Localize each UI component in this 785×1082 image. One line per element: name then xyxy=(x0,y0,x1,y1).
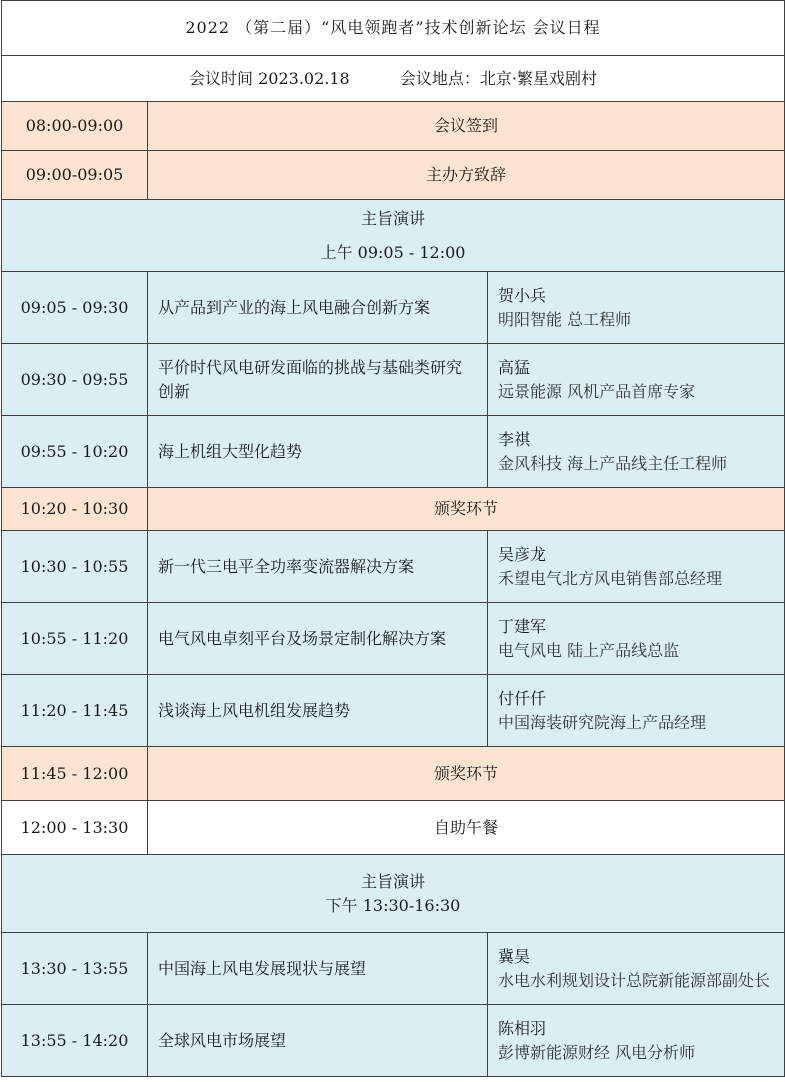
agenda-row xyxy=(2,747,785,801)
speaker-affiliation: 金风科技 海上产品线主任工程师 xyxy=(498,453,728,473)
time-slot: 10:20 - 10:30 xyxy=(2,488,148,531)
speaker-name: 李祺 xyxy=(498,429,531,449)
section-title: 主旨演讲 xyxy=(361,208,426,228)
time-slot: 09:55 - 10:20 xyxy=(2,416,148,488)
speaker-cell xyxy=(488,1005,785,1077)
talk-topic: 海上机组大型化趋势 xyxy=(148,416,488,488)
talk-row xyxy=(2,933,785,1005)
info-row xyxy=(2,56,785,102)
talk-row xyxy=(2,344,785,416)
speaker-cell xyxy=(488,675,785,747)
talk-topic: 平价时代风电研发面临的挑战与基础类研究创新 xyxy=(148,344,488,416)
agenda-row xyxy=(2,151,785,200)
talk-row xyxy=(2,603,785,675)
session-label: 会议签到 xyxy=(148,102,785,151)
talk-topic: 全球风电市场展望 xyxy=(148,1005,488,1077)
meeting-date: 2023.02.18 xyxy=(258,68,350,88)
time-slot: 09:05 - 09:30 xyxy=(2,272,148,344)
speaker-affiliation: 电气风电 陆上产品线总监 xyxy=(498,640,680,660)
speaker-affiliation: 明阳智能 总工程师 xyxy=(498,309,632,329)
time-slot: 09:30 - 09:55 xyxy=(2,344,148,416)
section-header-row xyxy=(2,855,785,933)
time-slot: 10:55 - 11:20 xyxy=(2,603,148,675)
agenda-row xyxy=(2,102,785,151)
speaker-affiliation: 禾望电气北方风电销售部总经理 xyxy=(498,568,723,588)
time-label: 会议时间 xyxy=(189,68,254,88)
time-slot: 08:00-09:00 xyxy=(2,102,148,151)
speaker-affiliation: 水电水利规划设计总院新能源部副处长 xyxy=(498,970,771,990)
speaker-affiliation: 远景能源 风机产品首席专家 xyxy=(498,381,696,401)
meeting-venue: 会议地点：北京·繁星戏剧村 xyxy=(399,68,597,88)
time-slot: 09:00-09:05 xyxy=(2,151,148,200)
talk-row xyxy=(2,1005,785,1077)
speaker-cell xyxy=(488,272,785,344)
speaker-name: 陈相羽 xyxy=(498,1018,547,1038)
talk-row xyxy=(2,272,785,344)
talk-row xyxy=(2,416,785,488)
section-time: 上午 09:05 - 12:00 xyxy=(320,242,466,262)
talk-topic: 浅谈海上风电机组发展趋势 xyxy=(148,675,488,747)
time-slot: 11:45 - 12:00 xyxy=(2,747,148,801)
section-header-row xyxy=(2,200,785,272)
time-slot: 13:55 - 14:20 xyxy=(2,1005,148,1077)
agenda-row xyxy=(2,488,785,531)
time-slot: 11:20 - 11:45 xyxy=(2,675,148,747)
speaker-affiliation: 彭博新能源财经 风电分析师 xyxy=(498,1042,696,1062)
session-label: 主办方致辞 xyxy=(148,151,785,200)
talk-row xyxy=(2,675,785,747)
speaker-name: 贺小兵 xyxy=(498,285,547,305)
speaker-name: 丁建军 xyxy=(498,616,547,636)
agenda-table xyxy=(1,0,785,1077)
talk-row xyxy=(2,531,785,603)
meeting-info xyxy=(2,56,785,102)
speaker-cell xyxy=(488,933,785,1005)
talk-topic: 从产品到产业的海上风电融合创新方案 xyxy=(148,272,488,344)
time-slot: 10:30 - 10:55 xyxy=(2,531,148,603)
section-header xyxy=(2,855,785,933)
page-title: 2022 （第二届）“风电领跑者”技术创新论坛 会议日程 xyxy=(2,1,785,56)
speaker-cell xyxy=(488,531,785,603)
speaker-cell xyxy=(488,603,785,675)
section-time: 下午 13:30-16:30 xyxy=(325,895,461,915)
speaker-name: 高猛 xyxy=(498,357,531,377)
speaker-affiliation: 中国海装研究院海上产品经理 xyxy=(498,712,707,732)
speaker-name: 付仟仟 xyxy=(498,688,547,708)
talk-topic: 新一代三电平全功率变流器解决方案 xyxy=(148,531,488,603)
session-label: 自助午餐 xyxy=(148,801,785,855)
session-label: 颁奖环节 xyxy=(148,747,785,801)
speaker-cell xyxy=(488,344,785,416)
speaker-cell xyxy=(488,416,785,488)
talk-topic: 电气风电卓刻平台及场景定制化解决方案 xyxy=(148,603,488,675)
agenda-row xyxy=(2,801,785,855)
title-row xyxy=(2,1,785,56)
time-slot: 13:30 - 13:55 xyxy=(2,933,148,1005)
section-title: 主旨演讲 xyxy=(361,871,426,891)
speaker-name: 吴彦龙 xyxy=(498,544,547,564)
time-slot: 12:00 - 13:30 xyxy=(2,801,148,855)
speaker-name: 冀昊 xyxy=(498,946,531,966)
talk-topic: 中国海上风电发展现状与展望 xyxy=(148,933,488,1005)
session-label: 颁奖环节 xyxy=(148,488,785,531)
section-header xyxy=(2,200,785,272)
